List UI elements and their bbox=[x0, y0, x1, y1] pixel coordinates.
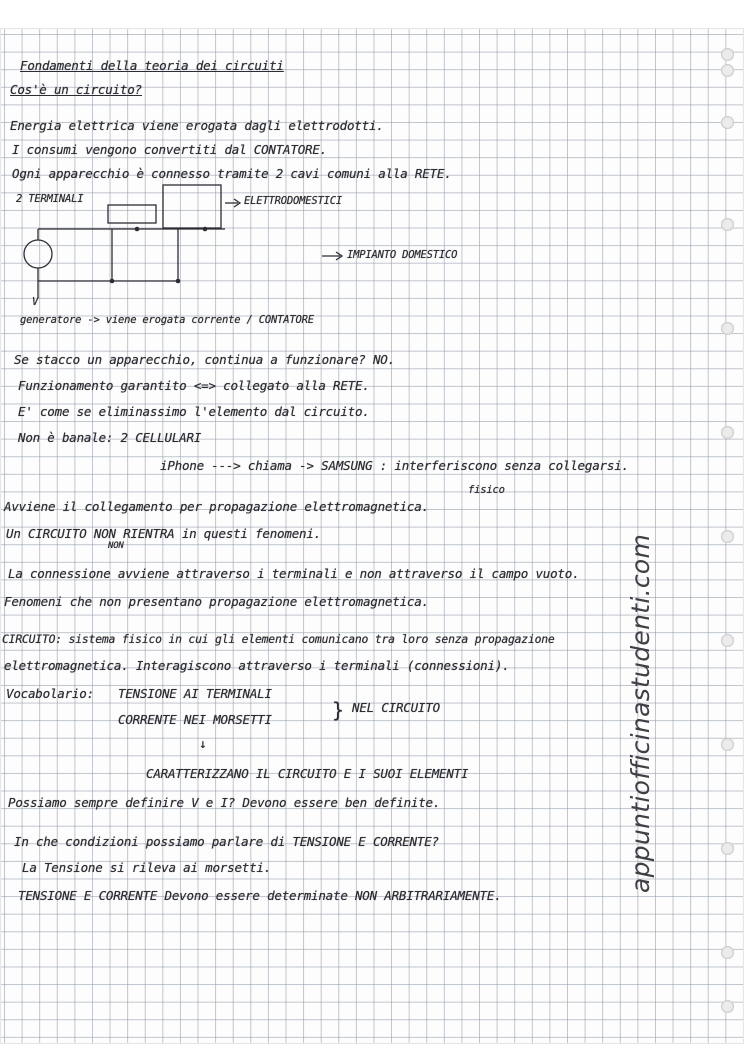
note-line: Un CIRCUITO NON RIENTRA in questi fenomeni. bbox=[6, 526, 322, 541]
diagram-impianto-label: IMPIANTO DOMESTICO bbox=[347, 249, 458, 261]
appliance-box bbox=[163, 185, 221, 228]
note-line: Non è banale: 2 CELLULARI bbox=[18, 430, 202, 445]
terminal-box bbox=[108, 205, 156, 223]
diagram-elettrodomestici-label: ELETTRODOMESTICI bbox=[244, 195, 342, 207]
diagram-generatore-label: generatore -> viene erogata corrente / CONTATORE bbox=[20, 314, 314, 326]
note-title: Fondamenti della teoria dei circuiti bbox=[20, 58, 284, 73]
note-line: In che condizioni possiamo parlare di TENSIONE E CORRENTE? bbox=[14, 834, 439, 849]
note-line: elettromagnetica. Interagiscono attraverso i terminali (connessioni). bbox=[4, 658, 510, 673]
note-line: TENSIONE E CORRENTE Devono essere determinate NON ARBITRARIAMENTE. bbox=[18, 888, 502, 903]
note-line: Se stacco un apparecchio, continua a funzionare? NO. bbox=[14, 352, 395, 367]
note-question: Cos'è un circuito? bbox=[10, 82, 142, 97]
diagram-v-label: V bbox=[32, 296, 39, 308]
diagram-terminali-label: 2 TERMINALI bbox=[16, 193, 84, 205]
note-line: Avviene il collegamento per propagazione elettromagnetica. bbox=[4, 499, 429, 514]
brace-symbol: } bbox=[332, 698, 344, 722]
watermark-text: appuntiofficinastudenti.com bbox=[626, 533, 655, 893]
note-line: TENSIONE AI TERMINALI bbox=[118, 686, 272, 701]
note-line: Funzionamento garantito <=> collegato alla RETE. bbox=[18, 378, 370, 393]
note-line: La Tensione si rileva ai morsetti. bbox=[22, 860, 272, 875]
note-line: CORRENTE NEI MORSETTI bbox=[118, 712, 272, 727]
note-line: Energia elettrica viene erogata dagli elettrodotti. bbox=[10, 118, 384, 133]
note-line: CIRCUITO: sistema fisico in cui gli elementi comunicano tra loro senza propagazione bbox=[2, 632, 555, 646]
down-arrow: ↓ bbox=[199, 736, 207, 751]
generator-symbol bbox=[24, 240, 52, 268]
note-fisico: fisico bbox=[468, 484, 505, 496]
note-line: Ogni apparecchio è connesso tramite 2 cavi comuni alla RETE. bbox=[12, 166, 452, 181]
note-line: La connessione avviene attraverso i terminali e non attraverso il campo vuoto. bbox=[8, 566, 580, 581]
note-nel-circuito: NEL CIRCUITO bbox=[352, 700, 440, 715]
note-line: Fenomeni che non presentano propagazione elettromagnetica. bbox=[4, 594, 429, 609]
note-line: CARATTERIZZANO IL CIRCUITO E I SUOI ELEMENTI bbox=[146, 766, 469, 781]
note-line: E' come se eliminassimo l'elemento dal circuito. bbox=[18, 404, 370, 419]
note-line: Possiamo sempre definire V e I? Devono essere ben definite. bbox=[8, 795, 441, 810]
note-vocabolario: Vocabolario: bbox=[6, 686, 94, 701]
note-non-emphasis: NON bbox=[108, 541, 124, 551]
note-line: I consumi vengono convertiti dal CONTATORE. bbox=[12, 142, 328, 157]
note-line: iPhone ---> chiama -> SAMSUNG : interferiscono senza collegarsi. bbox=[160, 458, 629, 473]
